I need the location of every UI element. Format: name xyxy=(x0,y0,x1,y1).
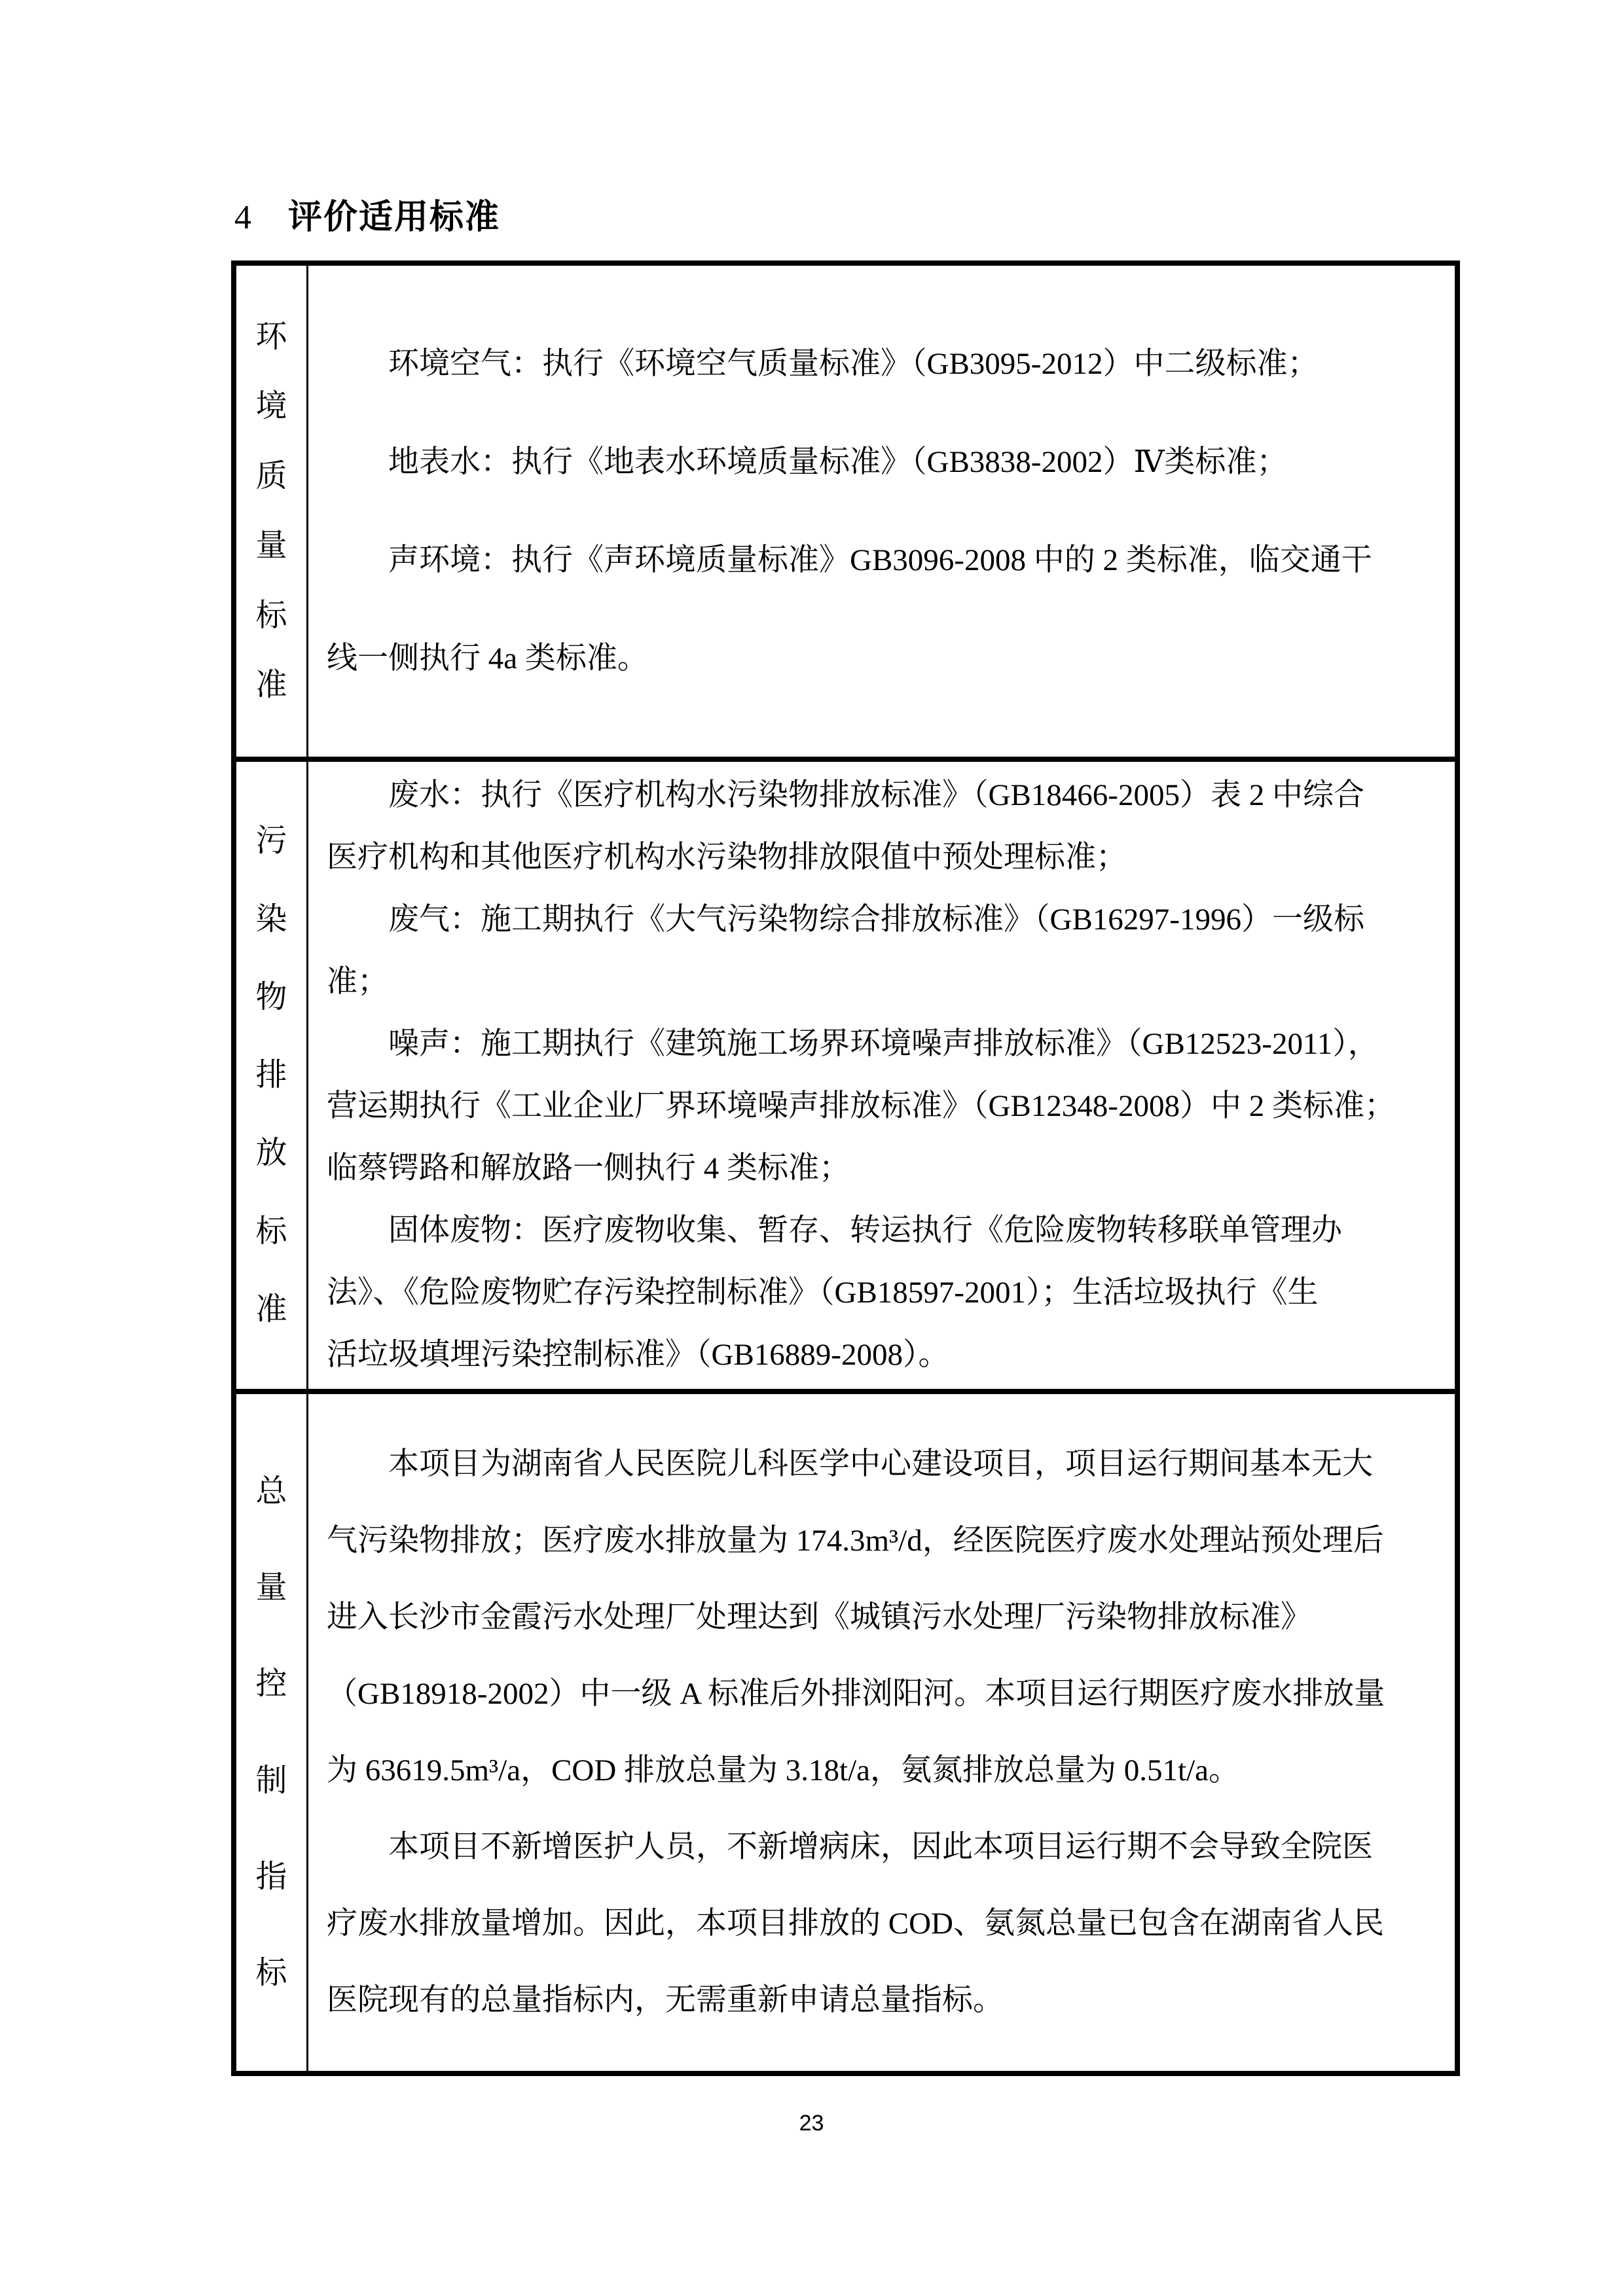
label-char: 染 xyxy=(255,901,287,937)
table-row-environmental-quality xyxy=(236,266,1455,757)
text-line: 为 63619.5m³/a，COD 排放总量为 3.18t/a，氨氮排放总量为 0.51t/a。 xyxy=(327,1753,1240,1787)
row-label-total-control xyxy=(236,1394,308,2071)
table-row-total-control xyxy=(236,1389,1455,2071)
text-line: 废水：执行《医疗机构水污染物排放标准》（GB18466-2005）表 2 中综合 xyxy=(327,778,1364,812)
text-line: 气污染物排放；医疗废水排放量为 174.3m³/d，经医院医疗废水处理站预处理后 xyxy=(327,1524,1384,1558)
label-char: 标 xyxy=(255,1955,287,1990)
text-line: 进入长沙市金霞污水处理厂处理达到《城镇污水处理厂污染物排放标准》 xyxy=(327,1600,1311,1634)
label-char: 放 xyxy=(255,1136,287,1171)
row-label-pollutant-discharge xyxy=(236,762,308,1389)
text-line: （GB18918-2002）中一级 A 标准后外排浏阳河。本项目运行期医疗废水排放量 xyxy=(327,1677,1385,1711)
page-number: 23 xyxy=(799,2111,824,2136)
text-line: 地表水：执行《地表水环境质量标准》（GB3838-2002）Ⅳ类标准； xyxy=(327,445,1288,479)
text-line: 本项目为湖南省人民医院儿科医学中心建设项目，项目运行期间基本无大 xyxy=(327,1447,1373,1481)
text-line: 临蔡锷路和解放路一侧执行 4 类标准； xyxy=(327,1151,850,1185)
table-row-pollutant-discharge xyxy=(236,757,1455,1389)
text-line: 噪声：施工期执行《建筑施工场界环境噪声排放标准》（GB12523-2011）， xyxy=(327,1027,1379,1061)
label-char: 指 xyxy=(255,1859,287,1894)
standards-table xyxy=(231,260,1460,2076)
row-content-environmental-quality xyxy=(308,266,1455,757)
label-char: 制 xyxy=(255,1763,287,1798)
label-char: 量 xyxy=(255,1570,287,1605)
label-char: 排 xyxy=(255,1058,287,1092)
text-line: 法》、《危险废物贮存污染控制标准》（GB18597-2001）；生活垃圾执行《生 xyxy=(327,1276,1319,1310)
row-content-pollutant-discharge xyxy=(308,762,1455,1389)
label-char: 标 xyxy=(255,1213,287,1249)
text-line: 废气：施工期执行《大气污染物综合排放标准》（GB16297-1996）一级标 xyxy=(327,903,1364,937)
section-number: 4 xyxy=(234,199,251,236)
label-char: 量 xyxy=(255,528,287,564)
text-line: 医院现有的总量指标内，无需重新申请总量指标。 xyxy=(327,1983,1004,2017)
text-line: 声环境：执行《声环境质量标准》GB3096-2008 中的 2 类标准，临交通干 xyxy=(327,543,1372,577)
text-line: 本项目不新增医护人员，不新增病床，因此本项目运行期不会导致全院医 xyxy=(327,1830,1373,1864)
text-line: 医疗机构和其他医疗机构水污染物排放限值中预处理标准； xyxy=(327,840,1127,874)
label-char: 污 xyxy=(255,823,287,859)
label-char: 总 xyxy=(255,1474,287,1509)
label-char: 标 xyxy=(255,598,287,633)
text-line: 线一侧执行 4a 类标准。 xyxy=(327,641,648,675)
text-line: 营运期执行《工业企业厂界环境噪声排放标准》（GB12348-2008）中 2 类标准； xyxy=(327,1089,1395,1123)
label-char: 控 xyxy=(255,1666,287,1702)
text-line: 活垃圾填埋污染控制标准》（GB16889-2008）。 xyxy=(327,1338,949,1372)
row-label-environmental-quality xyxy=(236,266,308,757)
text-line: 环境空气：执行《环境空气质量标准》（GB3095-2012）中二级标准； xyxy=(327,347,1319,381)
label-char: 境 xyxy=(255,389,287,424)
label-char: 准 xyxy=(255,1291,287,1327)
text-line: 准； xyxy=(327,965,388,999)
label-char: 环 xyxy=(255,319,287,354)
row-content-total-control xyxy=(308,1394,1455,2071)
text-line: 固体废物：医疗废物收集、暂存、转运执行《危险废物转移联单管理办 xyxy=(327,1213,1342,1247)
text-line: 疗废水排放量增加。因此，本项目排放的 COD、氨氮总量已包含在湖南省人民 xyxy=(327,1907,1384,1941)
section-heading xyxy=(234,194,500,242)
label-char: 准 xyxy=(255,668,287,703)
label-char: 质 xyxy=(255,458,287,493)
label-char: 物 xyxy=(255,979,287,1014)
section-title: 评价适用标准 xyxy=(288,198,501,236)
